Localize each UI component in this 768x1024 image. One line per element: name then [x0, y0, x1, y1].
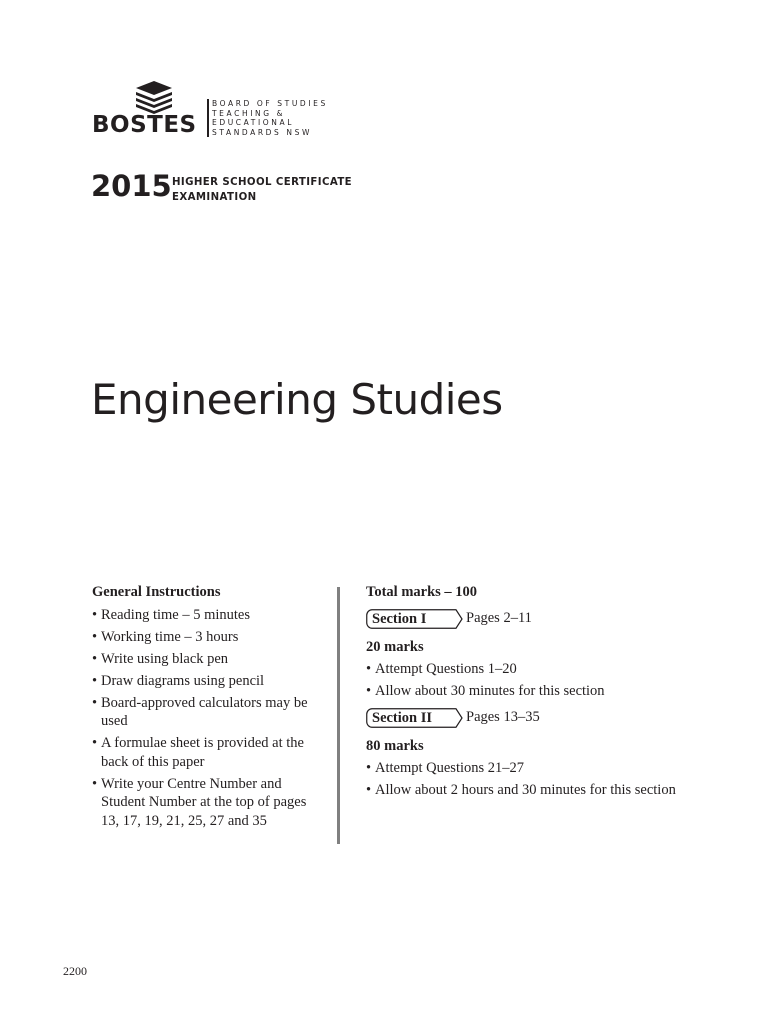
tagline-line: BOARD OF STUDIES [212, 99, 328, 108]
total-marks: Total marks – 100 [366, 584, 478, 600]
list-item: • Write your Centre Number and Student Number at the top of pages 13, 17, 19, 21, 25, 27 and 35 [92, 775, 322, 831]
tagline-line: STANDARDS NSW [212, 127, 312, 137]
exam-name-line: HIGHER SCHOOL CERTIFICATE [172, 177, 353, 188]
list-item: • Board-approved calculators may be used [92, 694, 322, 731]
general-instructions [92, 583, 322, 834]
list-item: • Allow about 30 minutes for this section [366, 682, 696, 701]
list-item: • Attempt Questions 21–27 [366, 759, 696, 778]
column-divider [337, 587, 340, 844]
section-pages: Pages 13–35 [466, 709, 540, 726]
general-instructions-heading: General Instructions [92, 584, 221, 600]
exam-year: 2015 [91, 169, 172, 203]
marks-summary [366, 583, 696, 803]
logo-tagline [212, 99, 328, 137]
exam-name-line: EXAMINATION [172, 192, 257, 203]
logo-name: BOSTES [92, 112, 197, 138]
section-label: Section I [372, 610, 427, 627]
list-item: • Write using black pen [92, 650, 322, 669]
section-label: Section II [372, 709, 433, 726]
section-instructions [366, 660, 696, 701]
section-tab [366, 609, 462, 629]
instructions-list [92, 606, 322, 831]
section-instructions [366, 759, 696, 800]
list-item: • Allow about 2 hours and 30 minutes for this section [366, 781, 696, 800]
tagline-line: TEACHING & [212, 108, 286, 118]
page-code: 2200 [63, 964, 87, 978]
logo-divider [207, 99, 209, 137]
list-item: • Working time – 3 hours [92, 628, 322, 647]
list-item: • A formulae sheet is provided at the back of this paper [92, 734, 322, 771]
list-item: • Reading time – 5 minutes [92, 606, 322, 625]
stacked-books-icon [134, 80, 174, 116]
list-item: • Draw diagrams using pencil [92, 672, 322, 691]
section-pages: Pages 2–11 [466, 610, 532, 627]
list-item: • Attempt Questions 1–20 [366, 660, 696, 679]
section-tab [366, 708, 462, 728]
exam-name [172, 175, 352, 205]
section-header [366, 608, 696, 630]
tagline-line: EDUCATIONAL [212, 118, 295, 128]
section-header [366, 707, 696, 729]
section-marks: 20 marks [366, 638, 424, 655]
section-marks: 80 marks [366, 737, 424, 754]
page-title: Engineering Studies [91, 375, 503, 424]
